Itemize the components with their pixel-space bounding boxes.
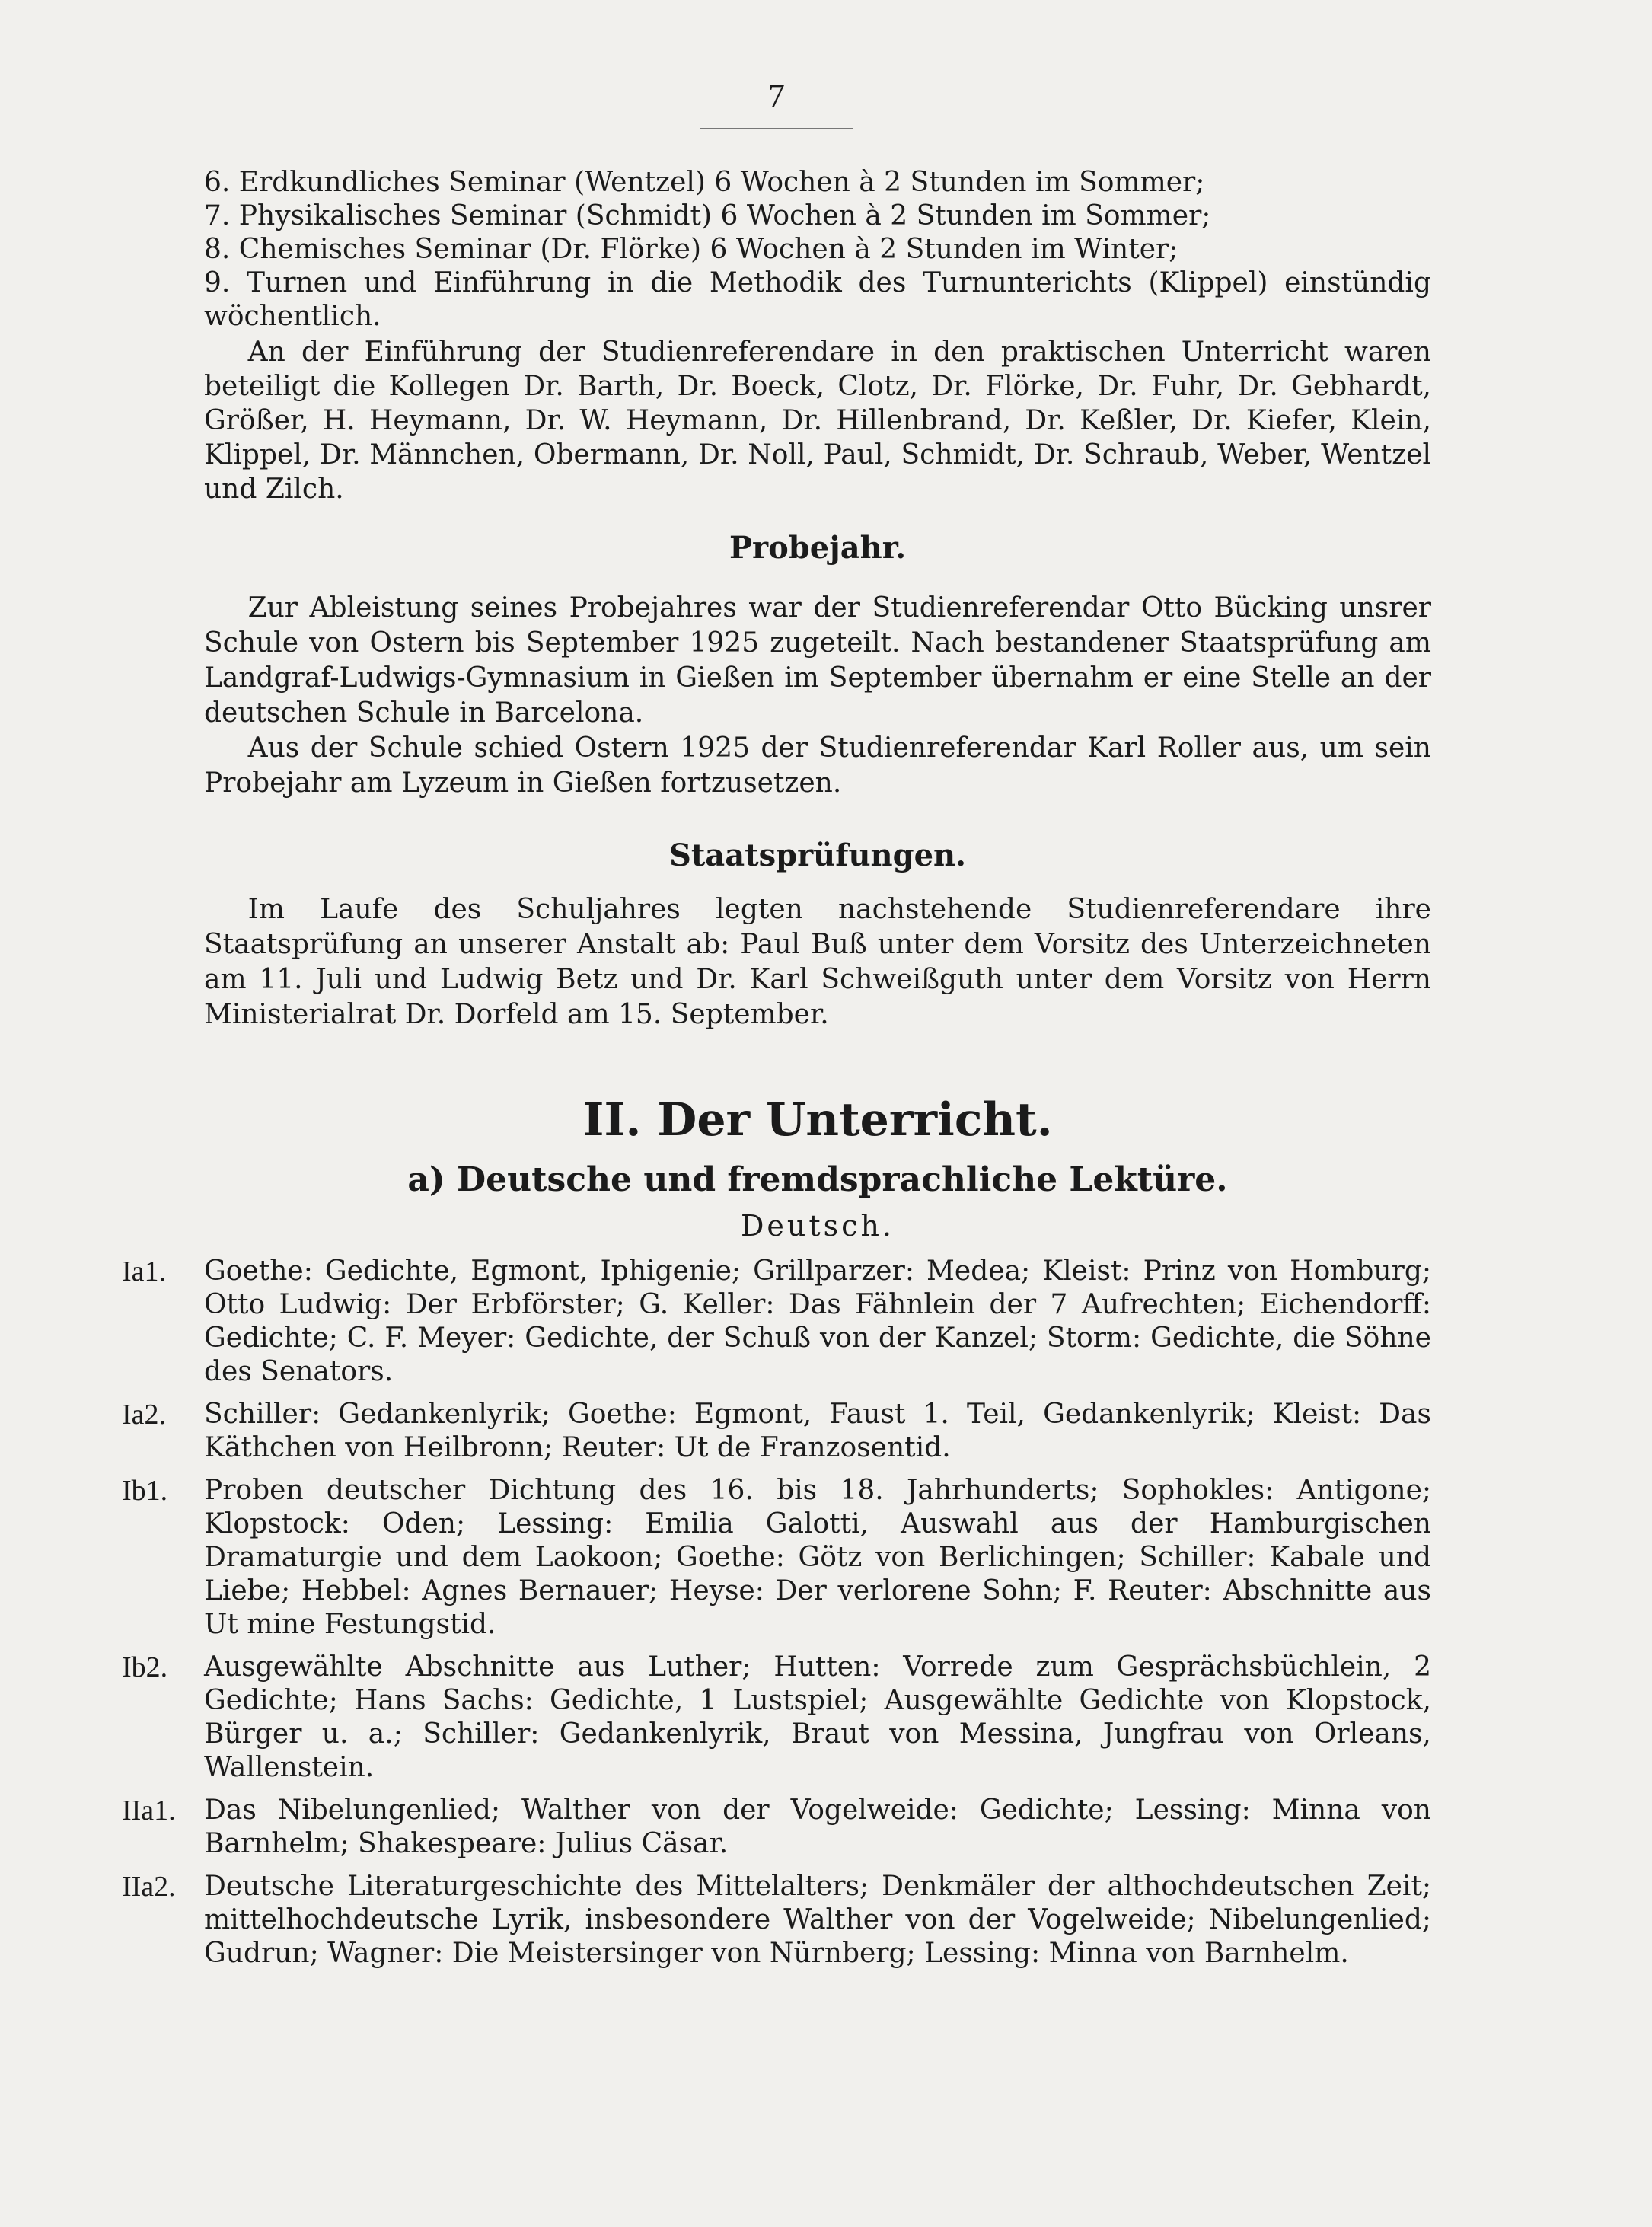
kollegen-paragraph-block [204, 335, 1431, 506]
lektuere-row [122, 1255, 1431, 1389]
probejahr-paragraph-2: Aus der Schule schied Ostern 1925 der Studienreferendar Karl Roller aus, um sein Probejahr am Lyzeum in Gießen fortzusetzen. [204, 732, 1431, 799]
klasse-label: IIa2. [122, 1871, 176, 1903]
probejahr-block [204, 591, 1431, 801]
kollegen-paragraph: An der Einführung der Studienreferendare in den praktischen Unterricht waren beteiligt die Kollegen Dr. Barth, Dr. Boeck, Clotz, Dr. Flörke, Dr. Fuhr, Dr. Gebhardt, Größer, H. Heymann, Dr. W. Heymann, Dr. Hillenbrand, Dr. Keßler, Dr. Kiefer, Klein, Klippel, Dr. Männchen, Obermann, Dr. Noll, Paul, Schmidt, Dr. Schraub, Weber, Wentzel und Zilch. [204, 337, 1431, 505]
seminar-item: 7. Physikalisches Seminar (Schmidt) 6 Wochen à 2 Stunden im Sommer; [204, 200, 1211, 231]
subsection-title: a) Deutsche und fremdsprachliche Lektüre. [407, 1160, 1228, 1199]
lektuere-text: Schiller: Gedankenlyrik; Goethe: Egmont, Faust 1. Teil, Gedankenlyrik; Kleist: Das Käthchen von Heilbronn; Reuter: Ut de Franzosentid. [204, 1399, 1431, 1463]
seminar-list [204, 166, 1431, 333]
probejahr-heading: Probejahr. [729, 530, 907, 566]
lektuere-row [122, 1651, 1431, 1785]
staatspruefungen-heading: Staatsprüfungen. [668, 838, 967, 873]
staatspruefungen-block [204, 892, 1431, 1032]
page-number: 7 [768, 77, 785, 114]
lektuere-text: Deutsche Literaturgeschichte des Mittelalters; Denkmäler der althochdeutschen Zeit; mittelhochdeutsche Lyrik, insbesondere Walther von der Vogelweide; Nibelungenlied; Gudrun; Wagner: Die Meistersinger von Nürnberg; Lessing: Minna von Barnhelm. [204, 1871, 1431, 1969]
klasse-label: Ia2. [122, 1399, 167, 1431]
seminar-item: 8. Chemisches Seminar (Dr. Flörke) 6 Wochen à 2 Stunden im Winter; [204, 234, 1178, 265]
klasse-label: Ib1. [122, 1475, 168, 1507]
lektuere-row [122, 1870, 1431, 1970]
probejahr-paragraph-1: Zur Ableistung seines Probejahres war der Studienreferendar Otto Bücking unsrer Schule von Ostern bis September 1925 zugeteilt. Nach bestandener Staatsprüfung am Landgraf-Ludwigs-Gymnasium in Gießen im September übernahm er eine Stelle an der deutschen Schule in Barcelona. [204, 592, 1431, 729]
lektuere-text: Proben deutscher Dichtung des 16. bis 18. Jahrhunderts; Sophokles: Antigone; Klopstock: Oden; Lessing: Emilia Galotti, Auswahl aus der Hamburgischen Dramaturgie und dem Laokoon; Goethe: Götz von Berlichingen; Schiller: Kabale und Liebe; Hebbel: Agnes Bernauer; Heyse: Der verlorene Sohn; F. Reuter: Abschnitte aus Ut mine Festungstid. [204, 1475, 1431, 1640]
klasse-label: IIa1. [122, 1795, 176, 1827]
klasse-label: Ib2. [122, 1651, 168, 1683]
lektuere-text: Goethe: Gedichte, Egmont, Iphigenie; Grillparzer: Medea; Kleist: Prinz von Homburg; Otto Ludwig: Der Erbförster; G. Keller: Das Fähnlein der 7 Aufrechten; Eichendorff: Gedichte; C. F. Meyer: Gedichte, der Schuß von der Kanzel; Storm: Gedichte, die Söhne des Senators. [204, 1255, 1431, 1387]
subject-title: Deutsch. [740, 1209, 895, 1243]
lektuere-row [122, 1398, 1431, 1465]
seminar-item: 9. Turnen und Einführung in die Methodik des Turnunterichts (Klippel) einstündig wöchentlich. [204, 267, 1431, 332]
lektuere-text: Ausgewählte Abschnitte aus Luther; Hutten: Vorrede zum Gesprächsbüchlein, 2 Gedichte; Hans Sachs: Gedichte, 1 Lustspiel; Ausgewählte Gedichte von Klopstock, Bürger u. a.; Schiller: Gedankenlyrik, Braut von Messina, Jungfrau von Orleans, Wallenstein. [204, 1651, 1431, 1783]
lektuere-text: Das Nibelungenlied; Walther von der Vogelweide: Gedichte; Lessing: Minna von Barnhelm; Shakespeare: Julius Cäsar. [204, 1795, 1431, 1859]
lektuere-list [122, 1255, 1431, 1980]
section-title: II. Der Unterricht. [582, 1093, 1053, 1147]
seminar-item: 6. Erdkundliches Seminar (Wentzel) 6 Wochen à 2 Stunden im Sommer; [204, 167, 1205, 198]
lektuere-row [122, 1474, 1431, 1642]
lektuere-row [122, 1794, 1431, 1861]
staatspruefungen-paragraph: Im Laufe des Schuljahres legten nachstehende Studienreferendare ihre Staatsprüfung an unserer Anstalt ab: Paul Buß unter dem Vorsitz des Unterzeichneten am 11. Juli und Ludwig Betz und Dr. Karl Schweißguth unter dem Vorsitz von Herrn Ministerialrat Dr. Dorfeld am 15. September. [204, 894, 1431, 1030]
page-number-rule [700, 128, 853, 129]
klasse-label: Ia1. [122, 1255, 167, 1287]
